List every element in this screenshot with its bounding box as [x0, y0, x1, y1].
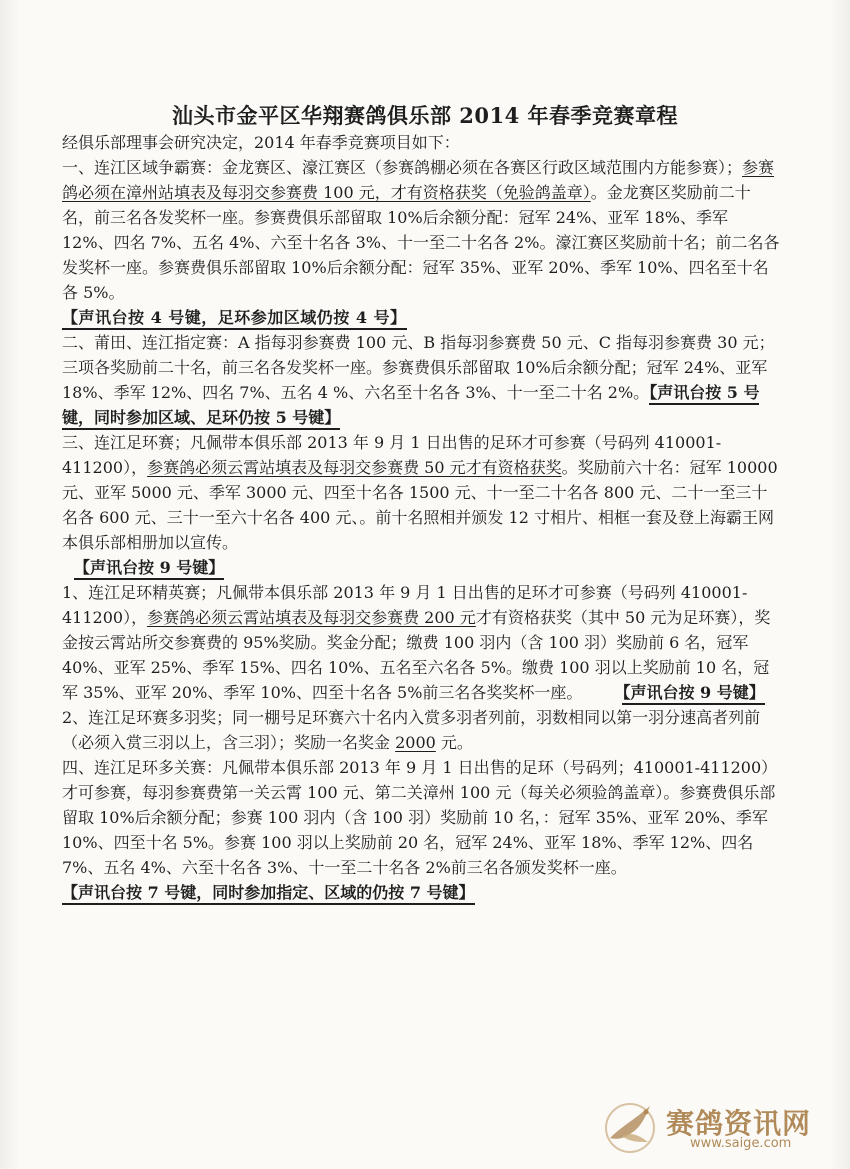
- section-text: 一、连江区域争霸赛：金龙赛区、濠江赛区（参赛鸽棚必须在各赛区行政区域范围内方能参赛）；: [62, 158, 743, 177]
- section-text: 才有资格获奖（其中 50 元为足环赛），奖金按云霄站所交参赛费的 95%奖励。奖金分配；缴费 100 羽内（含 100 羽）奖励前 6 名，冠军 40%、亚军 25%、季军 15%、四名 10%、五名至六名各 5%。缴费 100 羽以上奖励前 10 名，冠军 35%、亚军 20%、季军 10%、四至十名各 5%前三名各奖奖杯一座。: [62, 608, 771, 702]
- section-multi-bird-prize: [62, 705, 782, 755]
- intro-paragraph: 经俱乐部理事会研究决定，2014 年春季竞赛项目如下：: [62, 133, 460, 152]
- section-text: 1、连江足环精英赛；凡佩带本俱乐部 2013 年 9 月 1 日出售的足环才可参赛（号码列 410001-411200），: [62, 583, 748, 627]
- hotline-note-7: [62, 880, 782, 905]
- underlined-requirement: 参赛鸽必须在漳州站填表及每羽交参赛费 100 元，才有资格获奖（免验鸽盖章）: [62, 158, 775, 202]
- hotline-note-4: [62, 305, 782, 330]
- section-ring-race: [62, 430, 782, 555]
- section-text: 。奖励前六十名：冠军 10000 元、亚军 5000 元、季军 3000 元、四至十名各 1500 元、十一至二十名各 800 元、二十一至三十名各 600 元、三十一至六十名各 400 元、。前十名照相并颁发 12 寸相片、相框一套及登上海霸王网本俱乐部相册加以宣传。: [62, 458, 778, 552]
- section-designated-race: [62, 330, 782, 430]
- hotline-instruction: 【声讯台按 7 号键，同时参加指定、区域的仍按 7 号键】: [62, 883, 475, 905]
- underlined-requirement: 参赛鸽必须云霄站填表及每羽交参赛费 50 元才有资格获奖: [147, 458, 562, 477]
- section-text: 四、连江足环多关赛：凡佩带本俱乐部 2013 年 9 月 1 日出售的足环（号码列；410001-411200）才可参赛，每羽参赛费第一关云霄 100 元、第二关漳州 100 元（每关必须验鸽盖章）。参赛费俱乐部留取 10%后余额分配；参赛 100 羽内（含 100 羽）奖励前 10 名，：冠军 35%、亚军 20%、季军 10%、四至十名 5%。参赛 100 羽以上奖励前 20 名，冠军 24%、亚军 18%、季军 12%、四名 7%、五名 4%、六至十名各 3%、十一至二十名各 2%前三名各颁发奖杯一座。: [62, 758, 778, 877]
- section-text: 元。: [435, 733, 473, 752]
- section-regional-race: [62, 155, 782, 305]
- section-multi-stage-race: [62, 755, 782, 880]
- section-text: 。金龙赛区奖励前二十名，前三名各发奖杯一座。参赛费俱乐部留取 10%后余额分配：冠军 24%、亚军 18%、季军 12%、四名 7%、五名 4%、六至十名各 3%、十一至二十名各 2%。濠江赛区奖励前十名；前二名各发奖杯一座。参赛费俱乐部留取 10%后余额分配：冠军 35%、亚军 20%、季军 10%、四名至十名各 5%。: [62, 183, 780, 302]
- underlined-requirement: 参赛鸽必须云霄站填表及每羽交参赛费 200 元: [147, 608, 476, 627]
- prize-amount: 2000: [395, 733, 436, 752]
- hotline-instruction: 【声讯台按 5 号键，同时参加区域、足环仍按 5 号键】: [62, 383, 759, 430]
- document-title: 汕头市金平区华翔赛鸽俱乐部 2014 年春季竞赛章程: [171, 103, 679, 128]
- hotline-instruction: 【声讯台按 4 号键，足环参加区域仍按 4 号】: [62, 308, 407, 330]
- hotline-instruction: 【声讯台按 9 号键】: [622, 683, 764, 705]
- section-text: 二、莆田、连江指定赛：A 指每羽参赛费 100 元、B 指每羽参赛费 50 元、C 指每羽参赛费 30 元；三项各奖励前二十名，前三名各发奖杯一座。参赛费俱乐部留取 10%后余额分配；冠军 24%、亚军 18%、季军 12%、四名 7%、五名 4 %、六名至十名各 3%、十一至二十名 2%。: [62, 333, 775, 402]
- section-elite-ring-race: [62, 580, 782, 705]
- hotline-note-9: [62, 555, 782, 580]
- section-text: 三、连江足环赛；凡佩带本俱乐部 2013 年 9 月 1 日出售的足环才可参赛（号码列 410001-411200），: [62, 433, 722, 477]
- watermark-url: www.saige.com: [690, 1136, 792, 1151]
- pigeon-logo-icon: [600, 1096, 660, 1156]
- watermark-site-name: 赛鸽资讯网: [666, 1107, 812, 1140]
- document-body: [62, 130, 782, 905]
- site-watermark: [600, 1096, 832, 1156]
- section-text: 2、连江足环赛多羽奖；同一棚号足环赛六十名内入赏多羽者列前，羽数相同以第一羽分速高者列前（必须入赏三羽以上，含三羽）；奖励一名奖金: [62, 708, 761, 752]
- hotline-instruction: 【声讯台按 9 号键】: [74, 558, 224, 580]
